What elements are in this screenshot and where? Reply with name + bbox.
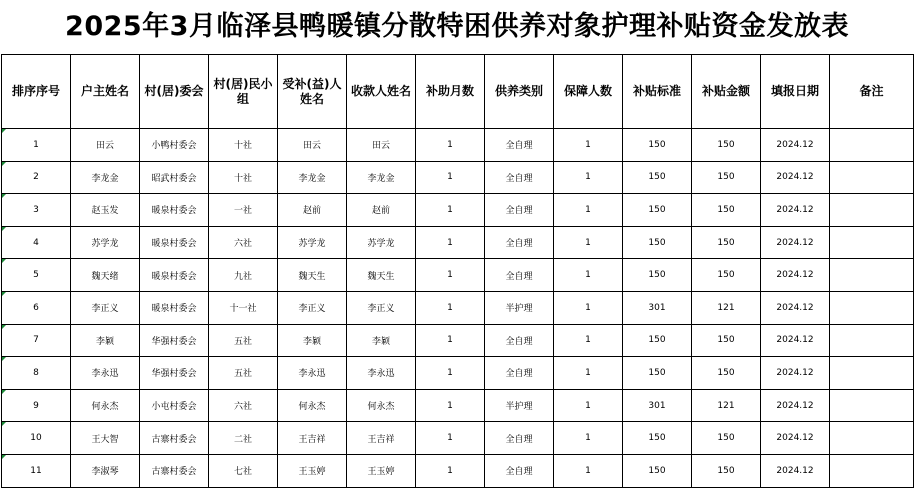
- table-cell: 王玉婷: [278, 454, 347, 487]
- table-cell: [830, 357, 914, 390]
- table-cell: 全自理: [485, 422, 554, 455]
- table-cell: 魏天生: [278, 259, 347, 292]
- table-cell: [830, 161, 914, 194]
- table-cell: 半护理: [485, 291, 554, 324]
- table-cell: 5: [2, 259, 71, 292]
- table-cell: 2024.12: [761, 291, 830, 324]
- table-row: [2, 454, 914, 487]
- column-header: 受补(益)人姓名: [278, 55, 347, 129]
- table-cell: [830, 194, 914, 227]
- table-cell: 1: [554, 226, 623, 259]
- column-header: 填报日期: [761, 55, 830, 129]
- table-cell: 11: [2, 454, 71, 487]
- subsidy-table: [1, 54, 914, 488]
- table-body: [2, 129, 914, 488]
- table-cell: 李正义: [347, 291, 416, 324]
- table-row: [2, 389, 914, 422]
- table-cell: 田云: [71, 129, 140, 162]
- table-cell: 田云: [278, 129, 347, 162]
- table-cell: 全自理: [485, 454, 554, 487]
- table-cell: 全自理: [485, 259, 554, 292]
- table-cell: 魏天生: [347, 259, 416, 292]
- table-cell: 古寨村委会: [140, 422, 209, 455]
- table-cell: 何永杰: [278, 389, 347, 422]
- table-cell: 150: [692, 161, 761, 194]
- table-cell: 2024.12: [761, 226, 830, 259]
- table-cell: 2024.12: [761, 389, 830, 422]
- table-row: [2, 324, 914, 357]
- table-cell: 李永迅: [278, 357, 347, 390]
- table-cell: 2024.12: [761, 324, 830, 357]
- table-cell: 1: [416, 259, 485, 292]
- table-header-row: [2, 55, 914, 129]
- table-cell: 李颖: [347, 324, 416, 357]
- table-cell: [830, 389, 914, 422]
- table-cell: 何永杰: [71, 389, 140, 422]
- table-cell: 1: [416, 194, 485, 227]
- table-cell: 150: [692, 357, 761, 390]
- column-header: 补贴金额: [692, 55, 761, 129]
- table-cell: 1: [554, 291, 623, 324]
- table-cell: [830, 291, 914, 324]
- table-cell: 121: [692, 291, 761, 324]
- table-cell: 小屯村委会: [140, 389, 209, 422]
- table-cell: 2: [2, 161, 71, 194]
- table-cell: 150: [623, 324, 692, 357]
- table-cell: 李龙金: [347, 161, 416, 194]
- table-cell: 1: [554, 161, 623, 194]
- table-cell: 150: [692, 324, 761, 357]
- table-cell: 王玉婷: [347, 454, 416, 487]
- table-cell: 4: [2, 226, 71, 259]
- table-cell: 2024.12: [761, 422, 830, 455]
- table-cell: 2024.12: [761, 129, 830, 162]
- table-row: [2, 259, 914, 292]
- table-cell: 2024.12: [761, 259, 830, 292]
- column-header: 保障人数: [554, 55, 623, 129]
- table-cell: 李永迅: [347, 357, 416, 390]
- table-cell: 半护理: [485, 389, 554, 422]
- table-cell: 李永迅: [71, 357, 140, 390]
- table-cell: 1: [416, 422, 485, 455]
- table-cell: 150: [692, 129, 761, 162]
- table-cell: 王吉祥: [278, 422, 347, 455]
- table-cell: 150: [623, 194, 692, 227]
- column-header: 村(居)委会: [140, 55, 209, 129]
- table-cell: 150: [692, 194, 761, 227]
- column-header: 户主姓名: [71, 55, 140, 129]
- table-cell: 1: [554, 324, 623, 357]
- table-cell: 1: [554, 422, 623, 455]
- column-header: 收款人姓名: [347, 55, 416, 129]
- table-cell: 1: [554, 129, 623, 162]
- table-cell: 六社: [209, 389, 278, 422]
- table-row: [2, 194, 914, 227]
- table-cell: 10: [2, 422, 71, 455]
- table-cell: 1: [416, 161, 485, 194]
- table-cell: 1: [416, 454, 485, 487]
- table-cell: 301: [623, 291, 692, 324]
- table-cell: 全自理: [485, 324, 554, 357]
- table-cell: [830, 454, 914, 487]
- table-cell: 十一社: [209, 291, 278, 324]
- column-header: 备注: [830, 55, 914, 129]
- table-cell: 王吉祥: [347, 422, 416, 455]
- table-cell: 1: [554, 357, 623, 390]
- table-cell: 五社: [209, 357, 278, 390]
- table-cell: 2024.12: [761, 454, 830, 487]
- table-row: [2, 357, 914, 390]
- table-cell: 十社: [209, 129, 278, 162]
- table-cell: 苏学龙: [71, 226, 140, 259]
- table-cell: 李正义: [71, 291, 140, 324]
- table-cell: 田云: [347, 129, 416, 162]
- column-header: 排序序号: [2, 55, 71, 129]
- table-row: [2, 226, 914, 259]
- table-cell: 1: [416, 324, 485, 357]
- table-cell: 赵前: [347, 194, 416, 227]
- table-cell: 暖泉村委会: [140, 226, 209, 259]
- table-cell: 3: [2, 194, 71, 227]
- table-cell: 七社: [209, 454, 278, 487]
- table-cell: 150: [623, 454, 692, 487]
- table-cell: 赵前: [278, 194, 347, 227]
- table-cell: 7: [2, 324, 71, 357]
- table-cell: 五社: [209, 324, 278, 357]
- column-header: 供养类别: [485, 55, 554, 129]
- table-cell: 121: [692, 389, 761, 422]
- table-cell: 暖泉村委会: [140, 259, 209, 292]
- table-cell: 150: [623, 226, 692, 259]
- table-cell: 1: [554, 194, 623, 227]
- table-cell: 李龙金: [278, 161, 347, 194]
- table-cell: 全自理: [485, 129, 554, 162]
- table-cell: [830, 259, 914, 292]
- table-cell: 1: [416, 291, 485, 324]
- table-cell: 1: [554, 389, 623, 422]
- table-cell: 150: [623, 161, 692, 194]
- table-cell: 苏学龙: [278, 226, 347, 259]
- table-cell: 150: [623, 357, 692, 390]
- table-cell: 150: [692, 259, 761, 292]
- table-cell: 150: [623, 422, 692, 455]
- table-cell: 9: [2, 389, 71, 422]
- table-row: [2, 129, 914, 162]
- table-cell: 苏学龙: [347, 226, 416, 259]
- table-cell: 150: [692, 454, 761, 487]
- table-cell: 华强村委会: [140, 357, 209, 390]
- table-row: [2, 161, 914, 194]
- column-header: 补助月数: [416, 55, 485, 129]
- table-row: [2, 422, 914, 455]
- table-cell: 1: [554, 259, 623, 292]
- column-header: 补贴标准: [623, 55, 692, 129]
- table-cell: 九社: [209, 259, 278, 292]
- table-cell: 暖泉村委会: [140, 291, 209, 324]
- table-cell: 古寨村委会: [140, 454, 209, 487]
- table-cell: 二社: [209, 422, 278, 455]
- page-title: 2025年3月临泽县鸭暖镇分散特困供养对象护理补贴资金发放表: [65, 11, 849, 42]
- table-cell: 150: [692, 422, 761, 455]
- table-cell: 1: [416, 129, 485, 162]
- table-cell: 1: [416, 357, 485, 390]
- table-cell: 十社: [209, 161, 278, 194]
- table-cell: 一社: [209, 194, 278, 227]
- table-cell: 6: [2, 291, 71, 324]
- table-cell: 150: [692, 226, 761, 259]
- table-cell: 150: [623, 259, 692, 292]
- table-cell: 全自理: [485, 357, 554, 390]
- table-cell: 李正义: [278, 291, 347, 324]
- table-cell: [830, 129, 914, 162]
- table-cell: 李龙金: [71, 161, 140, 194]
- table-row: [2, 291, 914, 324]
- table-cell: [830, 422, 914, 455]
- table-cell: 1: [554, 454, 623, 487]
- table-cell: 六社: [209, 226, 278, 259]
- table-cell: 8: [2, 357, 71, 390]
- table-cell: 何永杰: [347, 389, 416, 422]
- table-cell: 150: [623, 129, 692, 162]
- table-cell: 全自理: [485, 161, 554, 194]
- table-cell: 1: [2, 129, 71, 162]
- table-cell: 1: [416, 226, 485, 259]
- table-cell: 魏天绪: [71, 259, 140, 292]
- table-cell: 全自理: [485, 194, 554, 227]
- table-cell: 暖泉村委会: [140, 194, 209, 227]
- table-cell: 301: [623, 389, 692, 422]
- table-cell: 华强村委会: [140, 324, 209, 357]
- table-cell: 2024.12: [761, 161, 830, 194]
- table-cell: 李颖: [278, 324, 347, 357]
- table-cell: 1: [416, 389, 485, 422]
- table-cell: 李颖: [71, 324, 140, 357]
- table-cell: [830, 226, 914, 259]
- table-cell: 赵玉发: [71, 194, 140, 227]
- table-cell: 2024.12: [761, 194, 830, 227]
- table-cell: 昭武村委会: [140, 161, 209, 194]
- table-cell: 王大智: [71, 422, 140, 455]
- table-cell: 小鸭村委会: [140, 129, 209, 162]
- table-cell: 全自理: [485, 226, 554, 259]
- column-header: 村(居)民小组: [209, 55, 278, 129]
- table-cell: [830, 324, 914, 357]
- table-cell: 2024.12: [761, 357, 830, 390]
- table-cell: 李淑琴: [71, 454, 140, 487]
